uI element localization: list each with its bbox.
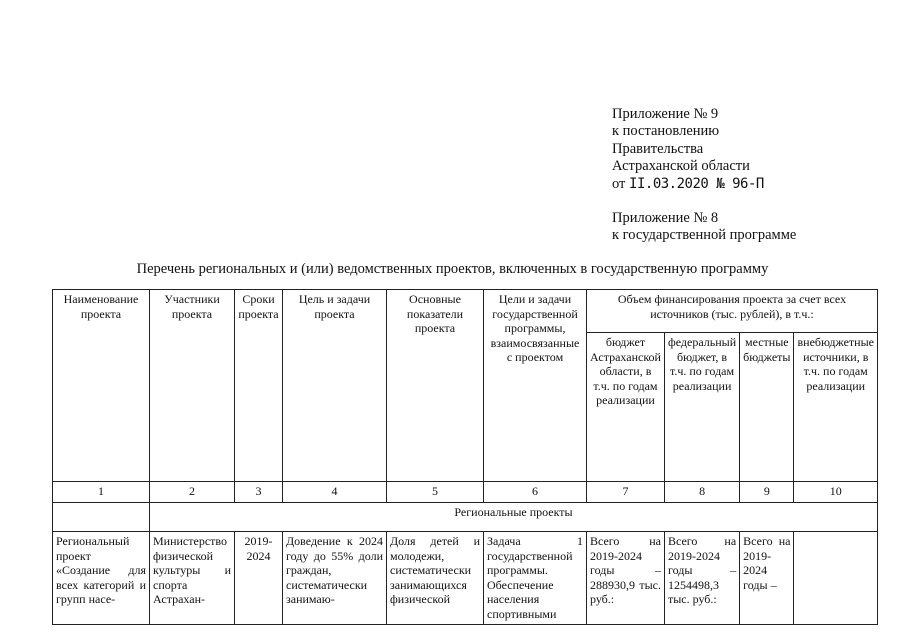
- header-participants: Участники проекта: [150, 290, 235, 482]
- cell-goals: Доведение к 2024 году до 55% доли граждан, систематически занимаю-: [283, 532, 387, 625]
- section-row: [53, 503, 878, 532]
- header-row-1: [53, 290, 878, 333]
- cell-regional-budget: Всего на 2019-2024 годы – 288930,9 тыс. руб.:: [587, 532, 665, 625]
- column-number: 10: [794, 482, 878, 503]
- appendix-9-title: Приложение № 9: [612, 106, 719, 122]
- appendix-8-title: Приложение № 8: [612, 210, 719, 226]
- header-goals: Цель и задачи проекта: [283, 290, 387, 482]
- stamped-date-number: II.03.2020 № 96-П: [629, 175, 764, 192]
- appendix-9-date-line: [612, 176, 764, 193]
- column-number: 7: [587, 482, 665, 503]
- appendix-9-region: Астраханской области: [612, 158, 750, 175]
- header-financing: Объем финансирования проекта за счет всех источников (тыс. рублей), в т.ч.:: [587, 290, 878, 333]
- appendix-8-block: [612, 210, 796, 245]
- column-number-row: [53, 482, 878, 503]
- header-project-name: Наименование проекта: [53, 290, 150, 482]
- projects-table: [52, 289, 878, 625]
- appendix-9-to-resolution: к постановлению: [612, 123, 720, 140]
- header-program-goals: Цели и задачи государственной программы, взаимосвязанные с проектом: [484, 290, 587, 482]
- header-extrabudgetary: внебюджетные источники, в т.ч. по годам реализации: [794, 333, 878, 482]
- table-row: [53, 532, 878, 625]
- column-number: 9: [740, 482, 794, 503]
- column-number: 3: [235, 482, 283, 503]
- cell-extrabudgetary: [794, 532, 878, 625]
- document-title: Перечень региональных и (или) ведомственных проектов, включенных в государственную программу: [136, 261, 769, 277]
- cell-participants: Министерство физической культуры и спорта Астрахан-: [150, 532, 235, 625]
- cell-program-goals: Задача 1 государственной программы. Обеспечение населения спортивными: [484, 532, 587, 625]
- column-number: 1: [53, 482, 150, 503]
- header-local-budgets: местные бюджеты: [740, 333, 794, 482]
- cell-indicators: Доля детей и молодежи, систематически занимающихся физической: [387, 532, 484, 625]
- cell-federal-budget: Всего на 2019-2024 годы – 1254498,3 тыс. руб.:: [664, 532, 739, 625]
- cell-project-name: Региональный проект «Создание для всех категорий и групп насе-: [53, 532, 150, 625]
- date-prefix: от: [612, 175, 626, 192]
- cell-local-budgets: Всего на 2019-2024 годы –: [740, 532, 794, 625]
- column-number: 2: [150, 482, 235, 503]
- appendix-9-block: [612, 106, 764, 193]
- cell-terms: 2019-2024: [235, 532, 283, 625]
- column-number: 4: [283, 482, 387, 503]
- column-number: 8: [664, 482, 739, 503]
- appendix-9-government: Правительства: [612, 140, 704, 157]
- header-federal-budget: федеральный бюджет, в т.ч. по годам реализации: [664, 333, 739, 482]
- section-heading: Региональные проекты: [150, 503, 878, 532]
- section-empty-cell: [53, 503, 150, 532]
- appendix-8-to-program: к государственной программе: [612, 227, 797, 244]
- header-indicators: Основные показатели проекта: [387, 290, 484, 482]
- column-number: 6: [484, 482, 587, 503]
- header-regional-budget: бюджет Астраханской области, в т.ч. по годам реализации: [587, 333, 665, 482]
- header-terms: Сроки проекта: [235, 290, 283, 482]
- column-number: 5: [387, 482, 484, 503]
